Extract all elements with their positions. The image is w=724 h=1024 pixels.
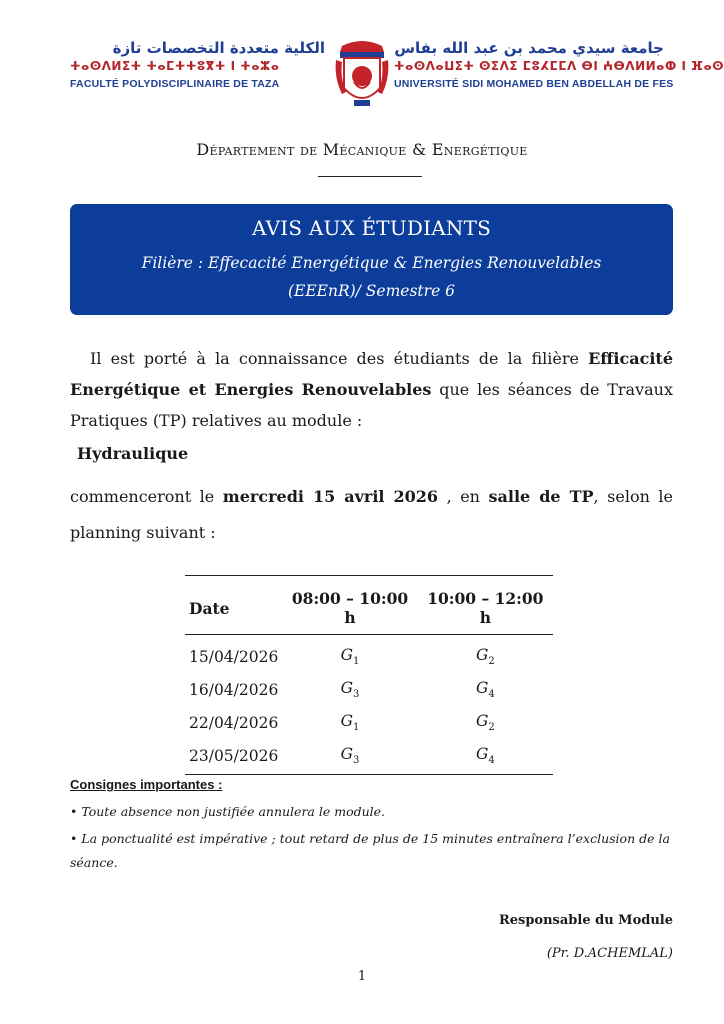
notice-subtitle: [70, 249, 673, 305]
group-cell: $G_3$: [340, 679, 360, 701]
group-cell: $G_3$: [282, 739, 417, 775]
notice-banner: [70, 204, 673, 315]
instruction-item: • Toute absence non justifiée annulera le module.: [70, 804, 386, 819]
faculty-name-latin: FACULTÉ POLYDISCIPLINAIRE DE TAZA: [70, 78, 280, 90]
page-number: 1: [357, 969, 367, 984]
group-cell: $G_2$: [475, 646, 495, 668]
column-header-date: Date: [185, 576, 282, 635]
table-row: [185, 673, 553, 706]
group-cell: $G_1$: [340, 712, 360, 734]
instructions-title: Consignes importantes :: [70, 777, 223, 792]
table-row: [185, 635, 553, 674]
row-date: 23/05/2026: [185, 739, 282, 775]
table-header-row: [185, 576, 553, 635]
faculty-name-arabic: الكلية متعددة التخصصات تازة: [112, 39, 325, 57]
department-title: Département de Mécanique & Energétique: [196, 140, 528, 159]
intro-paragraph: [70, 343, 673, 436]
notice-subtitle-line1: Filière : Effecacité Energétique & Energies Renouvelables: [141, 254, 602, 272]
group-cell: $G_4$: [475, 679, 495, 701]
start-date: mercredi 15 avril 2026: [222, 487, 439, 506]
signature-name: (Pr. D.ACHEMLAL): [546, 946, 673, 961]
university-name-tifinagh: ⵜⴰⵙⴷⴰⵡⵉⵜ ⵙⵉⴷⵉ ⵎⵓⵃⵎⵎⴷ ⴱⵏ ⵄⴱⴷⵍⵍⴰⵀ ⵏ ⴼⴰⵙ: [394, 59, 724, 73]
group-cell: $G_1$: [340, 646, 360, 668]
notice-title: AVIS AUX ÉTUDIANTS: [251, 216, 492, 240]
schedule-text-2: , en: [438, 487, 489, 506]
module-name: Hydraulique: [77, 444, 189, 463]
faculty-header: [70, 38, 325, 91]
column-header-slot2: 10:00 – 12:00 h: [418, 576, 553, 635]
table-row: [185, 739, 553, 775]
group-cell: $G_2$: [475, 712, 495, 734]
faculty-name-tifinagh: ⵜⴰⵙⴷⵍⵉⵜ ⵜⴰⵎⵜⵜⵓⴳⵜ ⵏ ⵜⴰⵣⴰ: [70, 59, 280, 73]
university-crest-icon: [332, 38, 392, 112]
group-cell: $G_4$: [418, 739, 553, 775]
university-name-arabic: جامعة سيدي محمد بن عبد الله بفاس: [394, 39, 664, 57]
column-header-slot1: 08:00 – 10:00 h: [282, 576, 417, 635]
row-date: 22/04/2026: [189, 714, 279, 732]
intro-text-2: que les séances de Travaux Pratiques (TP) relatives au module :: [70, 380, 673, 430]
filiere-name: Efficacité Energétique et Energies Renouvelables: [70, 349, 673, 399]
bullet-icon: •: [70, 804, 78, 819]
schedule-text-1: commenceront le: [70, 487, 223, 506]
table-row: [185, 706, 553, 739]
university-header: [394, 38, 724, 91]
bullet-icon: •: [70, 831, 78, 846]
intro-text-1: Il est porté à la connaissance des étudiants de la filière: [90, 349, 589, 368]
row-date: 16/04/2026: [189, 681, 279, 699]
row-date: 15/04/2026: [189, 648, 279, 666]
schedule-table: [185, 575, 553, 775]
notice-subtitle-line2: (EEEnR)/ Semestre 6: [287, 282, 456, 300]
schedule-text-3: , selon le planning suivant :: [70, 487, 674, 542]
divider: [318, 176, 422, 177]
instruction-item: • La ponctualité est impérative ; tout retard de plus de 15 minutes entraînera l’exclusion de la séance.: [70, 831, 670, 870]
signature-role: Responsable du Module: [498, 913, 673, 928]
university-name-latin: UNIVERSITÉ SIDI MOHAMED BEN ABDELLAH DE FES: [394, 78, 674, 90]
room-name: salle de TP: [488, 487, 594, 506]
letterhead: [70, 38, 724, 114]
schedule-paragraph: [70, 479, 673, 551]
